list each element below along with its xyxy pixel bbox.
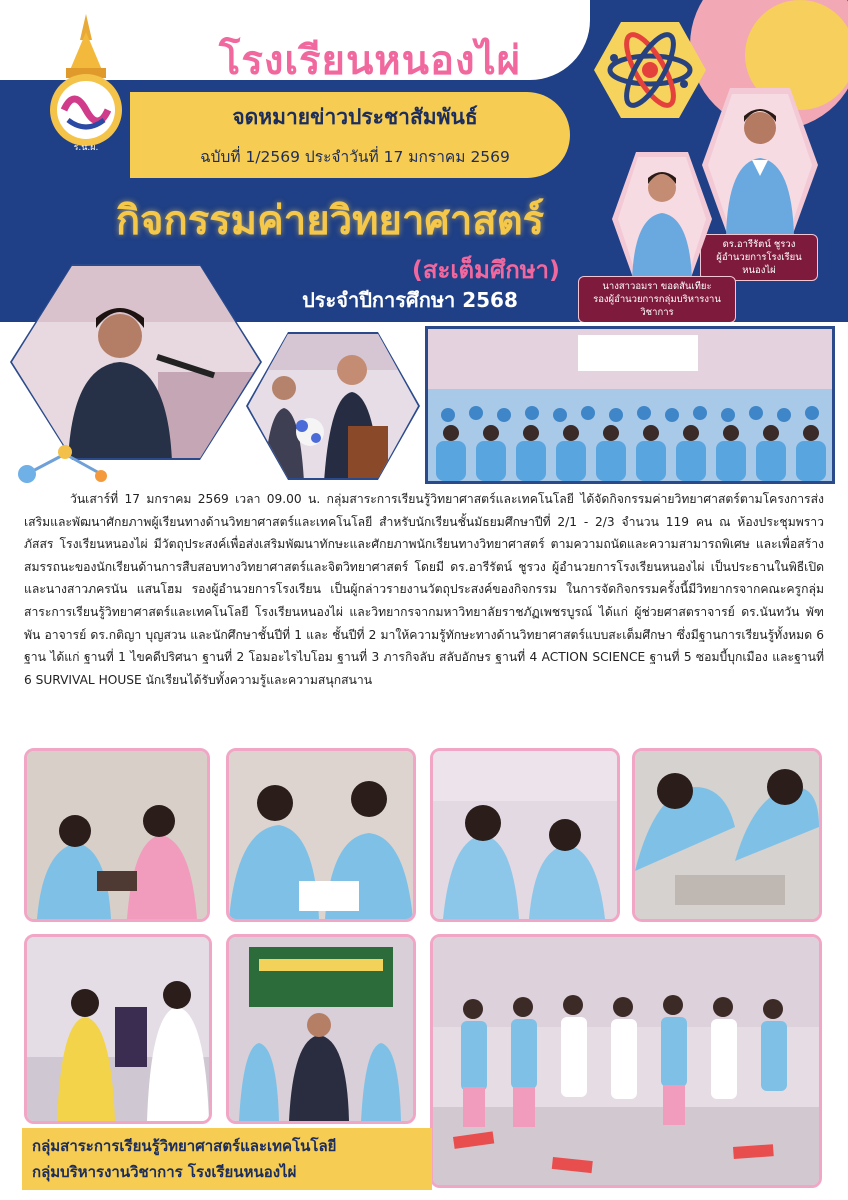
academic-year: ประจำปีการศึกษา 2568 bbox=[302, 288, 518, 312]
photo-audience bbox=[425, 326, 835, 484]
deputy-photo bbox=[610, 150, 714, 288]
article-paragraph: วันเสาร์ที่ 17 มกราคม 2569 เวลา 09.00 น. กลุ่มสาระการเรียนรู้วิทยาศาสตร์และเทคโนโลยี ได้จัดกิจกรรมค่ายวิทยาศาสตร์ตามโครงการส่งเสริมและพัฒนาศักยภาพผู้เรียนทางด้านวิทยาศาสตร์และเทคโนโลยี สำหรับนักเรียนชั้นมัธยมศึกษาปีที่ 2/1 - 2/3 จำนวน 119 คน ณ ห้องประชุมพราวภัสสร โรงเรียนหนองไผ่ มีวัตถุประสงค์เพื่อส่งเสริมพัฒนาทักษะและศักยภาพนักเรียนทางวิทยาศาสตร์ ตามความถนัดและความสามารถพิเศษ และเพื่อสร้างสมรรถนะของนักเรียนด้านการสืบสอบทางวิทยาศาสตร์และจิตวิทยาศาสตร์ โดยมี ดร.อารีรัตน์ ชูรวง ผู้อำนวยการโรงเรียนหนองไผ่ เป็นประธานในพิธีเปิด และนางสาวภครนัน แสนโฮม รองผู้อำนวยการโรงเรียน เป็นผู้กล่าวรายงานวัตถุประสงค์ของกิจกรรม ในการจัดกิจกรรมครั้งนี้มีวิทยากรจากคณะครูกลุ่มสาระการเรียนรู้วิทยาศาสตร์และเทคโนโลยี โรงเรียนหนองไผ่ และวิทยากรจากมหาวิทยาลัยราชภัฏเพชรบูรณ์ ได้แก่ ผู้ช่วยศาสตราจารย์ ดร.นันทวัน พัฑพัน อาจารย์ ดร.กติญา บุญสวน และนักศึกษาชั้นปีที่ 1 และ ชั้นปีที่ 2 มาให้ความรู้ทักษะทางด้านวิทยาศาสตร์แบบสะเต็มศึกษา ซึ่งมีฐานการเรียนรู้ทั้งหมด 6 ฐาน ได้แก่ ฐานที่ 1 ไขคดีปริศนา ฐานที่ 2 โอมอะไรไบโอม ฐานที่ 3 ภารกิจลับ สลับอักษร ฐานที่ 4 ACTION SCIENCE ฐานที่ 5 ซอมบี้บุกเมือง และฐานที่ 6 SURVIVAL HOUSE นักเรียนได้รับทั้งความรู้และความสนุกสนาน bbox=[24, 492, 824, 687]
school-name: โรงเรียนหนองไผ่ bbox=[218, 38, 522, 84]
footer-line-2: กลุ่มบริหารงานวิชาการ โรงเรียนหนองไผ่ bbox=[32, 1163, 297, 1181]
photo-speaker-2 bbox=[244, 330, 422, 482]
gallery-photo-2 bbox=[226, 748, 416, 922]
deputy-name-tag bbox=[578, 276, 736, 322]
logo-text: ร.น.ผ. bbox=[73, 143, 99, 153]
main-title-sub: (สะเต็มศึกษา) bbox=[411, 256, 560, 284]
gallery-photo-7 bbox=[430, 934, 822, 1188]
gallery-photo-3 bbox=[430, 748, 620, 922]
deputy-role: รองผู้อำนวยการกลุ่มบริหารงานวิชาการ bbox=[593, 294, 721, 318]
gallery-photo-4 bbox=[632, 748, 822, 922]
atom-icon bbox=[592, 20, 708, 120]
molecule-decor-icon bbox=[13, 440, 113, 490]
gallery-photo-1 bbox=[24, 748, 210, 922]
main-title: กิจกรรมค่ายวิทยาศาสตร์ bbox=[115, 198, 545, 244]
footer-line-1: กลุ่มสาระการเรียนรู้วิทยาศาสตร์และเทคโนโลยี bbox=[32, 1137, 337, 1155]
principal-name-tag bbox=[700, 234, 818, 281]
principal-role: ผู้อำนวยการโรงเรียนหนองไผ่ bbox=[716, 252, 802, 276]
newsletter-title: จดหมายข่าวประชาสัมพันธ์ bbox=[232, 105, 478, 129]
gallery-photo-5 bbox=[24, 934, 212, 1124]
newsletter-issue: ฉบับที่ 1/2569 ประจำวันที่ 17 มกราคม 2569 bbox=[200, 148, 510, 166]
photo-speaker-1 bbox=[8, 262, 264, 462]
gallery-photo-6 bbox=[226, 934, 416, 1124]
deputy-name: นางสาวอมรา ขอดสันเทียะ bbox=[602, 281, 712, 292]
principal-photo bbox=[700, 86, 820, 244]
principal-name: ดร.อารีรัตน์ ชูรวง bbox=[722, 239, 796, 250]
